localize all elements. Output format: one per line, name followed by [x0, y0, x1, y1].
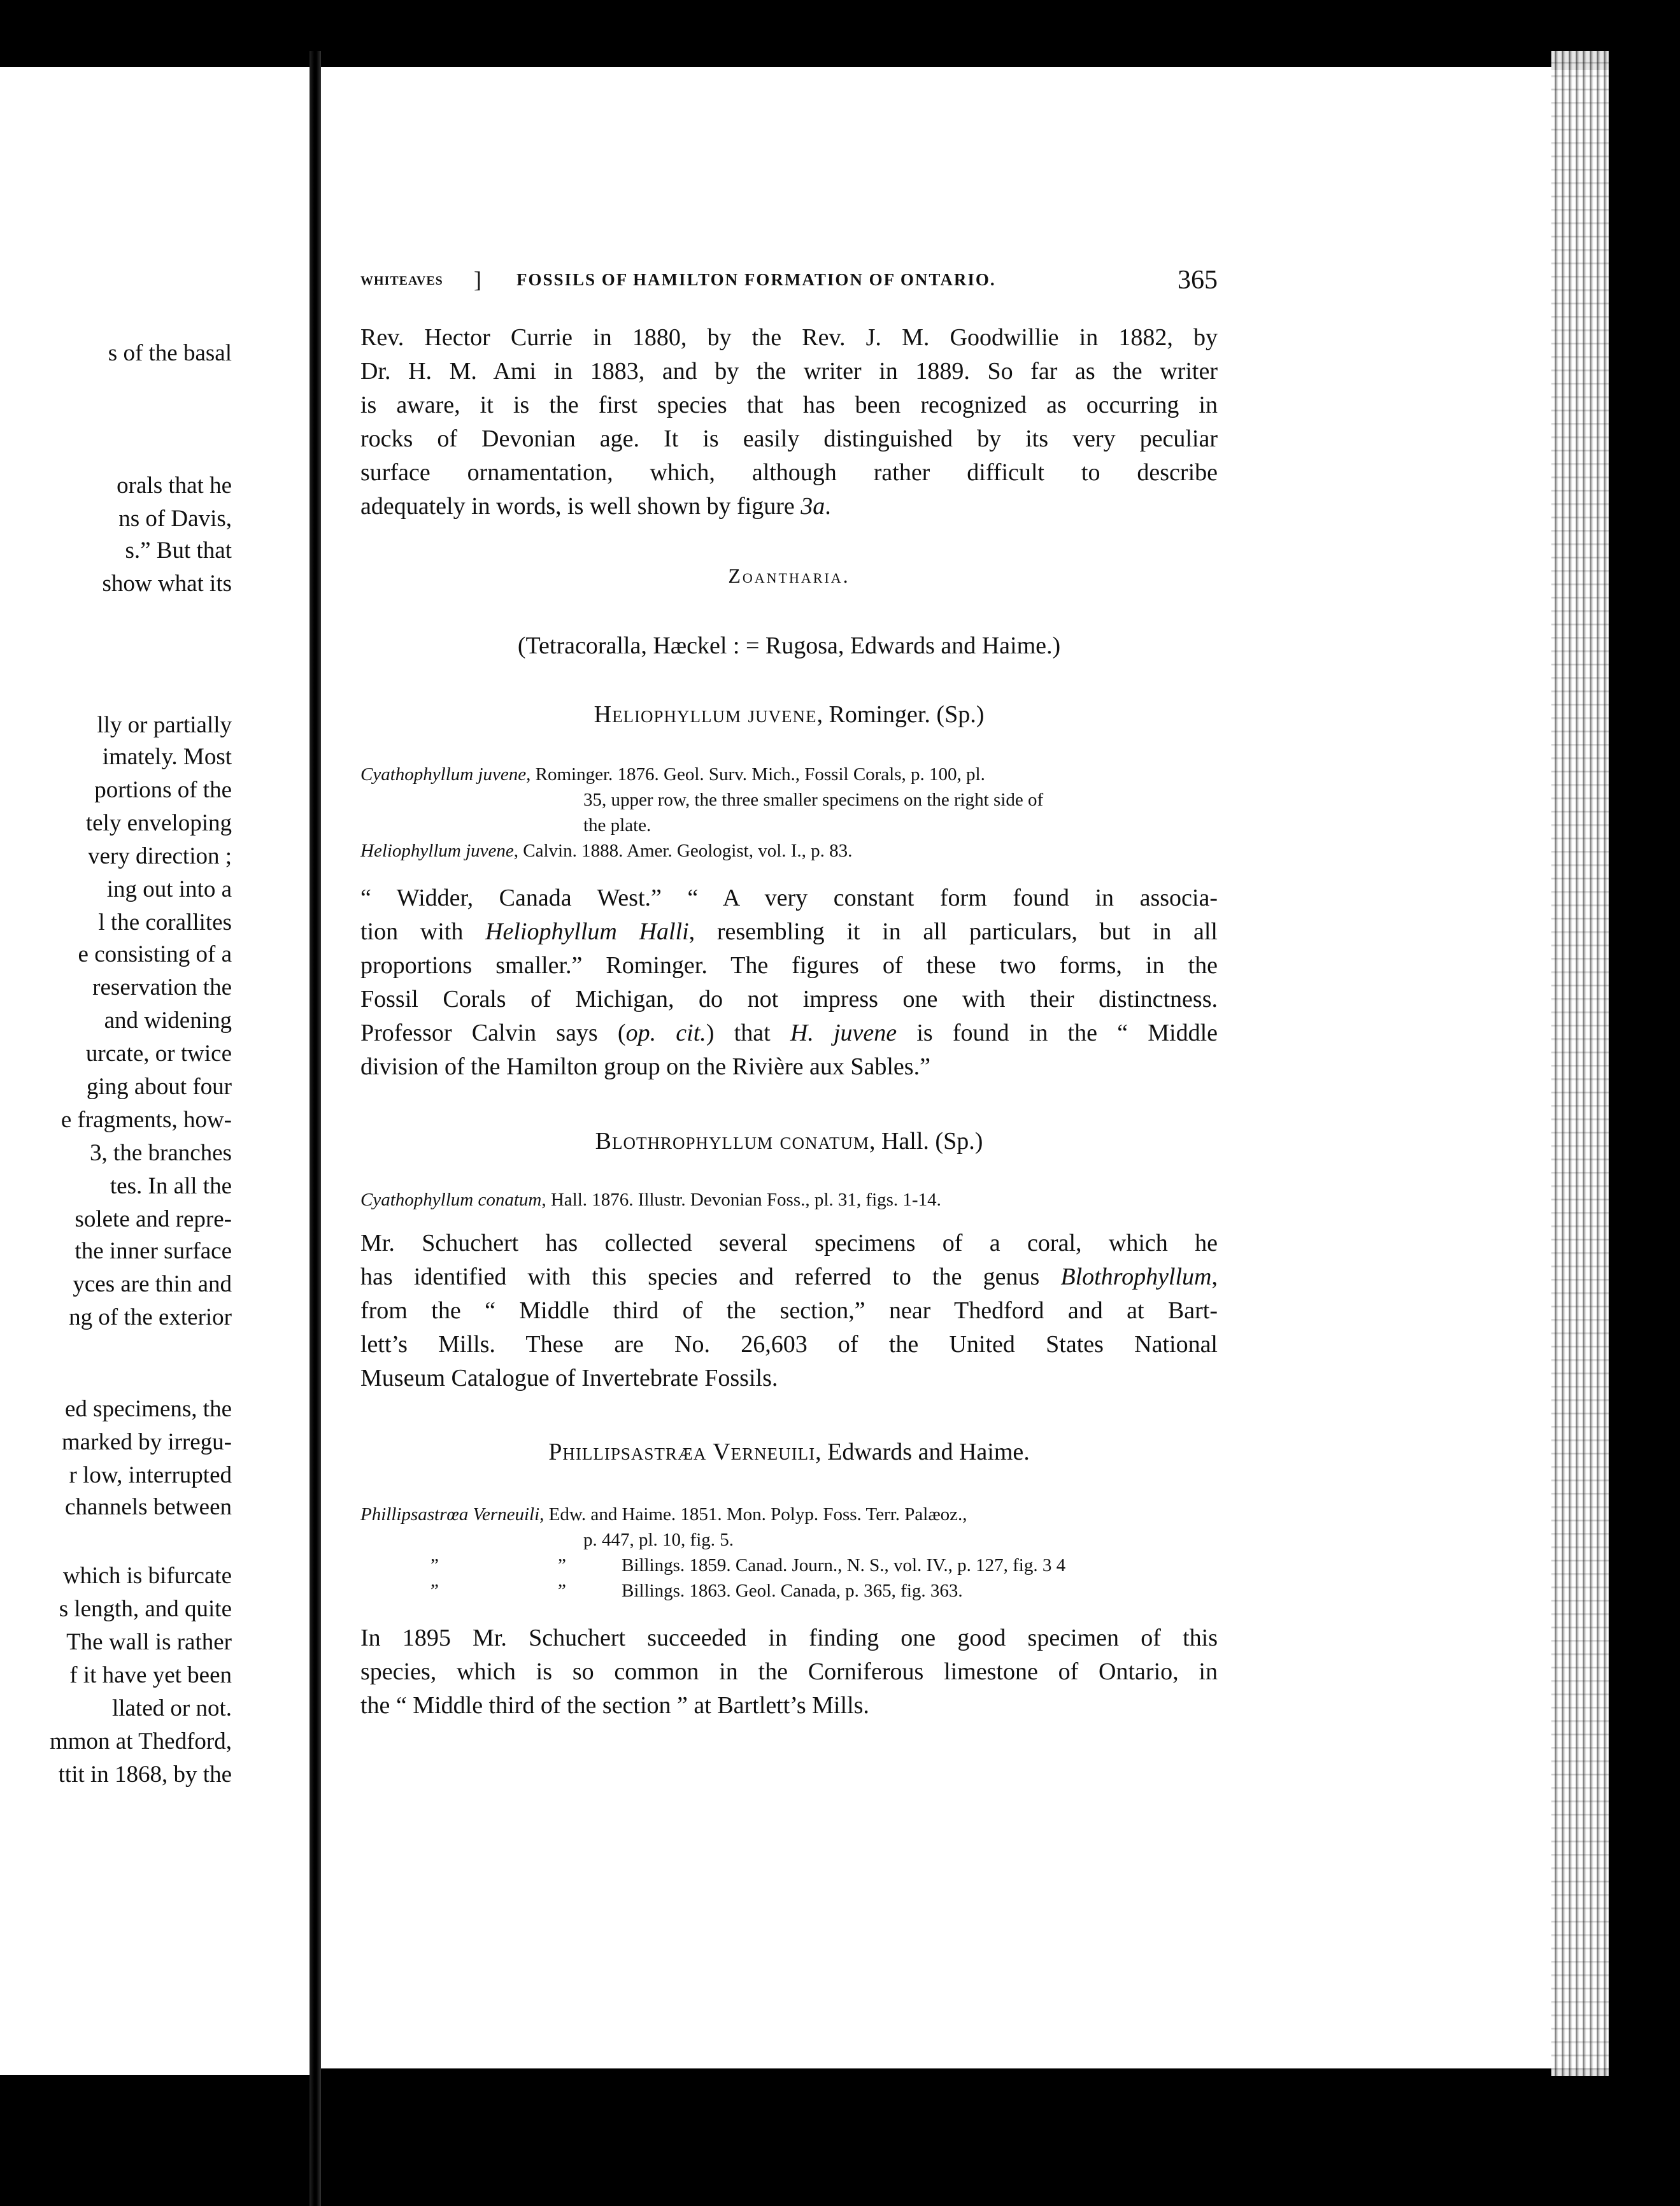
species-paragraph — [360, 881, 1218, 1084]
left-page-line: s.” But that — [125, 537, 232, 564]
citation-line: Cyathophyllum juvene, Rominger. 1876. Geol. Surv. Mich., Fossil Corals, p. 100, pl. — [360, 764, 985, 785]
left-page-line: and widening — [104, 1007, 232, 1034]
citation-line: p. 447, pl. 10, fig. 5. — [583, 1530, 734, 1550]
left-page-line: tely enveloping — [85, 810, 232, 836]
left-page-line: f it have yet been — [69, 1662, 232, 1688]
citation-line: 35, upper row, the three smaller specimens on the right side of — [583, 790, 1044, 810]
paragraph-line: tion with Heliophyllum Halli, resembling it in all particulars, but in all — [360, 918, 1218, 945]
running-head-title: FOSSILS OF HAMILTON FORMATION OF ONTARIO. — [516, 270, 996, 289]
left-page-line: ed specimens, the — [65, 1396, 232, 1422]
citation-block — [360, 1187, 1218, 1213]
left-page-line: 3, the branches — [90, 1140, 232, 1166]
species-paragraph — [360, 1227, 1218, 1395]
ditto-mark: ” — [431, 1555, 439, 1576]
scan-top-edge — [0, 0, 1680, 70]
paragraph-line: “ Widder, Canada West.” “ A very constant form found in associa- — [360, 885, 1218, 911]
species-name: Blothrophyllum conatum — [595, 1128, 869, 1155]
paragraph-line: Rev. Hector Currie in 1880, by the Rev. J. M. Goodwillie in 1882, by — [360, 324, 1218, 351]
scan-right-edge — [1609, 0, 1680, 2206]
left-page-line: ttit in 1868, by the — [58, 1761, 232, 1788]
ditto-mark: ” — [431, 1581, 439, 1601]
paragraph-line: Professor Calvin says (op. cit.) that H. juvene is found in the “ Middle — [360, 1020, 1218, 1046]
species-paragraph — [360, 1621, 1218, 1723]
citation-line: Cyathophyllum conatum, Hall. 1876. Illustr. Devonian Foss., pl. 31, figs. 1-14. — [360, 1190, 941, 1210]
book-gutter — [310, 51, 321, 2206]
citation-line: Billings. 1863. Geol. Canada, p. 365, fig. 363. — [622, 1581, 963, 1601]
ditto-mark: ” — [558, 1581, 566, 1601]
paragraph-line: has identified with this species and referred to the genus Blothrophyllum, — [360, 1263, 1218, 1290]
species-heading — [360, 1126, 1218, 1156]
page-block-edges — [1551, 51, 1609, 2076]
species-authority: , Rominger. (Sp.) — [816, 701, 985, 728]
intro-paragraph — [360, 321, 1218, 523]
left-page-line: tes. In all the — [110, 1173, 232, 1199]
scan-bottom-edge-left — [0, 2075, 318, 2206]
left-page-line: s length, and quite — [59, 1596, 232, 1622]
citation-block — [360, 762, 1218, 864]
left-page-line: channels between — [65, 1494, 232, 1520]
left-page-line: urcate, or twice — [85, 1041, 232, 1067]
species-name: Phillipsastræa Verneuili — [548, 1439, 816, 1465]
species-heading — [360, 699, 1218, 730]
left-page-line: very direction ; — [87, 843, 232, 869]
paragraph-line: species, which is so common in the Corniferous limestone of Ontario, in — [360, 1658, 1218, 1685]
citation-line: Heliophyllum juvene, Calvin. 1888. Amer. Geologist, vol. I., p. 83. — [360, 841, 853, 861]
left-page-line: ns of Davis, — [118, 506, 232, 532]
left-page-line: e consisting of a — [78, 941, 232, 967]
left-page-line: mmon at Thedford, — [49, 1728, 232, 1754]
left-page-line: marked by irregu- — [61, 1429, 232, 1455]
left-page-line: s of the basal — [108, 340, 232, 366]
paragraph-line: adequately in words, is well shown by figure 3a. — [360, 493, 831, 520]
paragraph-line: Museum Catalogue of Invertebrate Fossils. — [360, 1365, 778, 1391]
citation-line: Billings. 1859. Canad. Journ., N. S., vol. IV., p. 127, fig. 3 4 — [622, 1555, 1066, 1576]
paragraph-line: from the “ Middle third of the section,” near Thedford and at Bart- — [360, 1297, 1218, 1324]
scan-bottom-edge-right — [321, 2068, 1680, 2206]
left-page-line: solete and repre- — [75, 1206, 232, 1232]
paragraph-line: lett’s Mills. These are No. 26,603 of the United States National — [360, 1331, 1218, 1358]
paragraph-line: Dr. H. M. Ami in 1883, and by the writer in 1889. So far as the writer — [360, 358, 1218, 385]
running-head — [360, 265, 1218, 298]
species-authority: , Hall. (Sp.) — [869, 1128, 983, 1155]
left-page-line: imately. Most — [102, 744, 232, 770]
ditto-mark: ” — [558, 1555, 566, 1576]
left-page-line: ging about four — [86, 1074, 232, 1100]
paragraph-line: proportions smaller.” Rominger. The figures of these two forms, in the — [360, 952, 1218, 979]
paragraph-line: Mr. Schuchert has collected several specimens of a coral, which he — [360, 1230, 1218, 1256]
species-authority: , Edwards and Haime. — [815, 1439, 1030, 1465]
left-page-line: e fragments, how- — [61, 1107, 232, 1133]
section-heading: Zoantharia. — [728, 564, 850, 587]
paragraph-line: surface ornamentation, which, although rather difficult to describe — [360, 459, 1218, 486]
left-page-line: portions of the — [94, 777, 232, 803]
left-page-line: ng of the exterior — [69, 1304, 232, 1330]
paragraph-line: the “ Middle third of the section ” at Bartlett’s Mills. — [360, 1692, 869, 1719]
ditto-citation-row — [360, 1578, 1218, 1604]
paragraph-line: Fossil Corals of Michigan, do not impress one with their distinctness. — [360, 986, 1218, 1013]
paragraph-line: division of the Hamilton group on the Rivière aux Sables.” — [360, 1053, 930, 1080]
citation-line: the plate. — [583, 815, 651, 836]
left-page-line: lly or partially — [97, 712, 232, 738]
left-page-line: orals that he — [117, 473, 232, 499]
paragraph-line: rocks of Devonian age. It is easily distinguished by its very peculiar — [360, 425, 1218, 452]
left-page-line: ing out into a — [106, 876, 232, 902]
ditto-citation-row — [360, 1553, 1218, 1578]
subsection-heading: (Tetracoralla, Hæckel : = Rugosa, Edwards and Haime.) — [517, 632, 1061, 659]
left-page-line: l the corallites — [98, 909, 232, 936]
running-head-bracket: ] — [474, 267, 481, 292]
species-name: Heliophyllum juvene — [594, 701, 817, 728]
left-facing-page — [0, 67, 311, 2076]
left-page-line: show what its — [102, 571, 232, 597]
page-number: 365 — [1178, 266, 1218, 295]
left-page-line: The wall is rather — [66, 1629, 232, 1655]
paragraph-line: is aware, it is the first species that has been recognized as occurring in — [360, 392, 1218, 418]
left-page-line: the inner surface — [75, 1238, 232, 1264]
left-page-line: which is bifurcate — [62, 1563, 232, 1589]
species-heading — [360, 1437, 1218, 1467]
left-page-line: llated or not. — [111, 1695, 232, 1721]
citation-line: Phillipsastrœa Verneuili, Edw. and Haime. 1851. Mon. Polyp. Foss. Terr. Palæoz., — [360, 1504, 967, 1525]
citation-block — [360, 1502, 1218, 1604]
paragraph-line: In 1895 Mr. Schuchert succeeded in finding one good specimen of this — [360, 1625, 1218, 1651]
left-page-line: r low, interrupted — [69, 1462, 232, 1488]
left-page-line: reservation the — [92, 974, 232, 1000]
running-head-author: WHITEAVES — [360, 274, 443, 288]
left-page-line: yces are thin and — [73, 1271, 232, 1297]
